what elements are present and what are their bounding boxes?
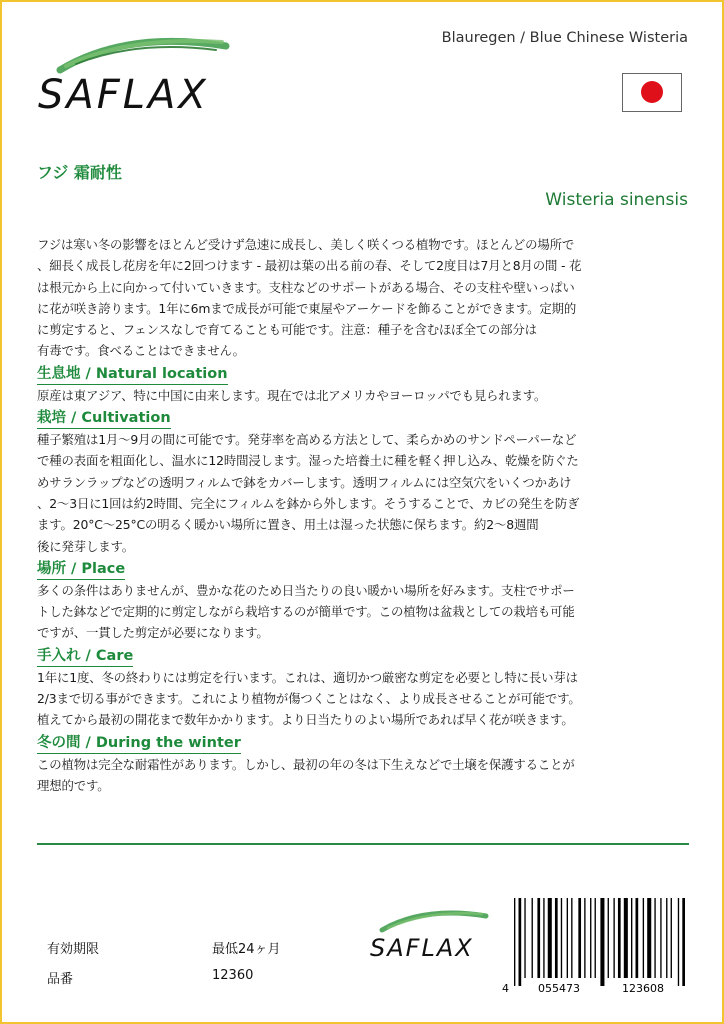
- item-number-label: 品番: [47, 972, 74, 987]
- saflax-logo-small: [368, 904, 492, 966]
- barcode-first-digit: 4: [502, 982, 509, 995]
- section-line: 1年に1度、冬の終わりには剪定を行います。これは、適切かつ厳密な剪定を必要とし特に長い芽は: [37, 669, 578, 685]
- item-number-value: 12360: [212, 968, 254, 983]
- barcode-bar: [618, 898, 621, 978]
- section-line: 理想的です。: [37, 777, 110, 793]
- section-line: トした鉢などで定期的に剪定しながら栽培するのが簡単です。この植物は盆栽としての栽培も可能: [37, 604, 575, 620]
- section-line: 2/3まで切る事ができます。これにより植物が傷つくことはなく、より成長させることが可能です。: [37, 691, 581, 707]
- expiry-value: 最低24ヶ月: [212, 942, 281, 957]
- barcode-bar: [543, 898, 544, 978]
- barcode-bar: [682, 898, 685, 986]
- section-natural-location: [37, 362, 693, 406]
- barcode-bar: [561, 898, 562, 978]
- barcode-bar: [519, 898, 522, 986]
- barcode-bar: [532, 898, 533, 978]
- section-heading: 栽培 / Cultivation: [37, 409, 171, 429]
- barcode-bar: [660, 898, 661, 978]
- barcode-bar: [567, 898, 568, 978]
- saflax-logo: [36, 26, 236, 126]
- barcode-bar: [636, 898, 639, 978]
- section-heading: 手入れ / Care: [37, 647, 133, 667]
- section-line: ですが、一貫した剪定が必要になります。: [37, 625, 269, 641]
- section-line: 、2～3日に1回は約2時間、完全にフィルムを鉢から外します。そうすることで、カビの発生を防ぎ: [37, 495, 580, 511]
- logo-swoosh: [382, 913, 486, 930]
- intro-line: 有毒です。食べることはできません。: [37, 343, 245, 359]
- section-line: ます。20°C～25°Cの明るく暖かい場所に置き、用土は湿った状態に保ちます。約2～8週間: [37, 517, 539, 533]
- latin-name: Wisteria sinensis: [545, 190, 688, 210]
- intro-line: は根元から上に向かって付いていきます。支柱などのサポートがある場合、その支柱や壁いっぱい: [37, 279, 575, 295]
- barcode-bar: [613, 898, 614, 978]
- barcode-bar: [555, 898, 558, 978]
- barcode-left-digits: 055473: [538, 982, 580, 995]
- barcode-bar: [537, 898, 540, 978]
- barcode-bar: [590, 898, 591, 978]
- logo-wordmark: SAFLAX: [38, 72, 209, 118]
- product-title: Blauregen / Blue Chinese Wisteria: [441, 30, 688, 46]
- barcode-bar: [631, 898, 632, 978]
- section-line: 植えてから最初の開花まで数年かかります。より日当たりのよい場所であれば早く花が咲きます。: [37, 712, 574, 728]
- section-line: 原産は東アジア、特に中国に由来します。現在では北アメリカやヨーロッパでも見られます。: [37, 387, 547, 403]
- footer-divider: [37, 843, 689, 845]
- barcode-bar: [647, 898, 651, 978]
- barcode-bar: [671, 898, 672, 978]
- barcode-bar: [584, 898, 585, 978]
- expiry-label: 有効期限: [47, 942, 100, 957]
- barcode-bar: [654, 898, 655, 978]
- logo-wordmark: SAFLAX: [370, 934, 474, 962]
- section-line: めサランラップなどの透明フィルムで鉢をカバーします。透明フィルムには空気穴をいくつかあけ: [37, 474, 572, 490]
- barcode-bar: [595, 898, 596, 978]
- barcode-bar: [666, 898, 667, 978]
- section-line: で種の表面を粗面化し、温水に12時間浸します。湿った培養土に種を軽く押し込み、乾燥を防ぐた: [37, 453, 579, 469]
- barcode-bar: [524, 898, 525, 978]
- section-line: 後に発芽します。: [37, 538, 134, 554]
- barcode-bar: [514, 898, 515, 986]
- intro-line: に剪定すると、フェンスなしで育てることも可能です。注意：種子を含むほぼ全ての部分は: [37, 322, 537, 338]
- section-line: 多くの条件はありませんが、豊かな花のため日当たりの良い暖かい場所を好みます。支柱でサポー: [37, 582, 575, 598]
- japan-flag-icon: [622, 73, 682, 112]
- flag-sun: [641, 81, 663, 103]
- barcode-bar: [548, 898, 552, 978]
- section-winter: [37, 731, 693, 797]
- japanese-title: フジ 霜耐性: [37, 163, 122, 182]
- intro-line: 、細長く成長し花房を年に2回つけます - 最初は葉の出る前の春、そして2度目は7月と8月の間 - 花: [37, 258, 582, 274]
- barcode-bar: [578, 898, 581, 978]
- intro-line: に花が咲き誇ります。1年に6mまで成長が可能で東屋やアーケードを飾ることができます。定期的: [37, 300, 577, 316]
- section-heading: 場所 / Place: [37, 560, 125, 580]
- section-line: 種子繁殖は1月～9月の間に可能です。発芽率を高める方法として、柔らかめのサンドペーパーなど: [37, 432, 577, 448]
- barcode-bar: [624, 898, 628, 978]
- barcode-bar: [571, 898, 572, 978]
- section-heading: 生息地 / Natural location: [37, 365, 228, 385]
- section-heading: 冬の間 / During the winter: [37, 734, 241, 754]
- barcode-bar: [608, 898, 609, 978]
- intro-paragraph: [37, 234, 693, 362]
- intro-line: フジは寒い冬の影響をほとんど受けず急速に成長し、美しく咲くつる植物です。ほとんどの場所で: [37, 237, 575, 252]
- section-cultivation: [37, 406, 693, 557]
- barcode-bar: [600, 898, 604, 986]
- main-content: [37, 234, 693, 796]
- logo-swoosh: [60, 41, 226, 70]
- section-line: この植物は完全な耐霜性があります。しかし、最初の年の冬は下生えなどで土壌を保護することが: [37, 756, 575, 772]
- section-care: [37, 644, 693, 731]
- barcode-right-digits: 123608: [622, 982, 664, 995]
- barcode: [500, 896, 692, 998]
- section-place: [37, 557, 693, 644]
- barcode-bar: [643, 898, 644, 978]
- barcode-bar: [678, 898, 679, 986]
